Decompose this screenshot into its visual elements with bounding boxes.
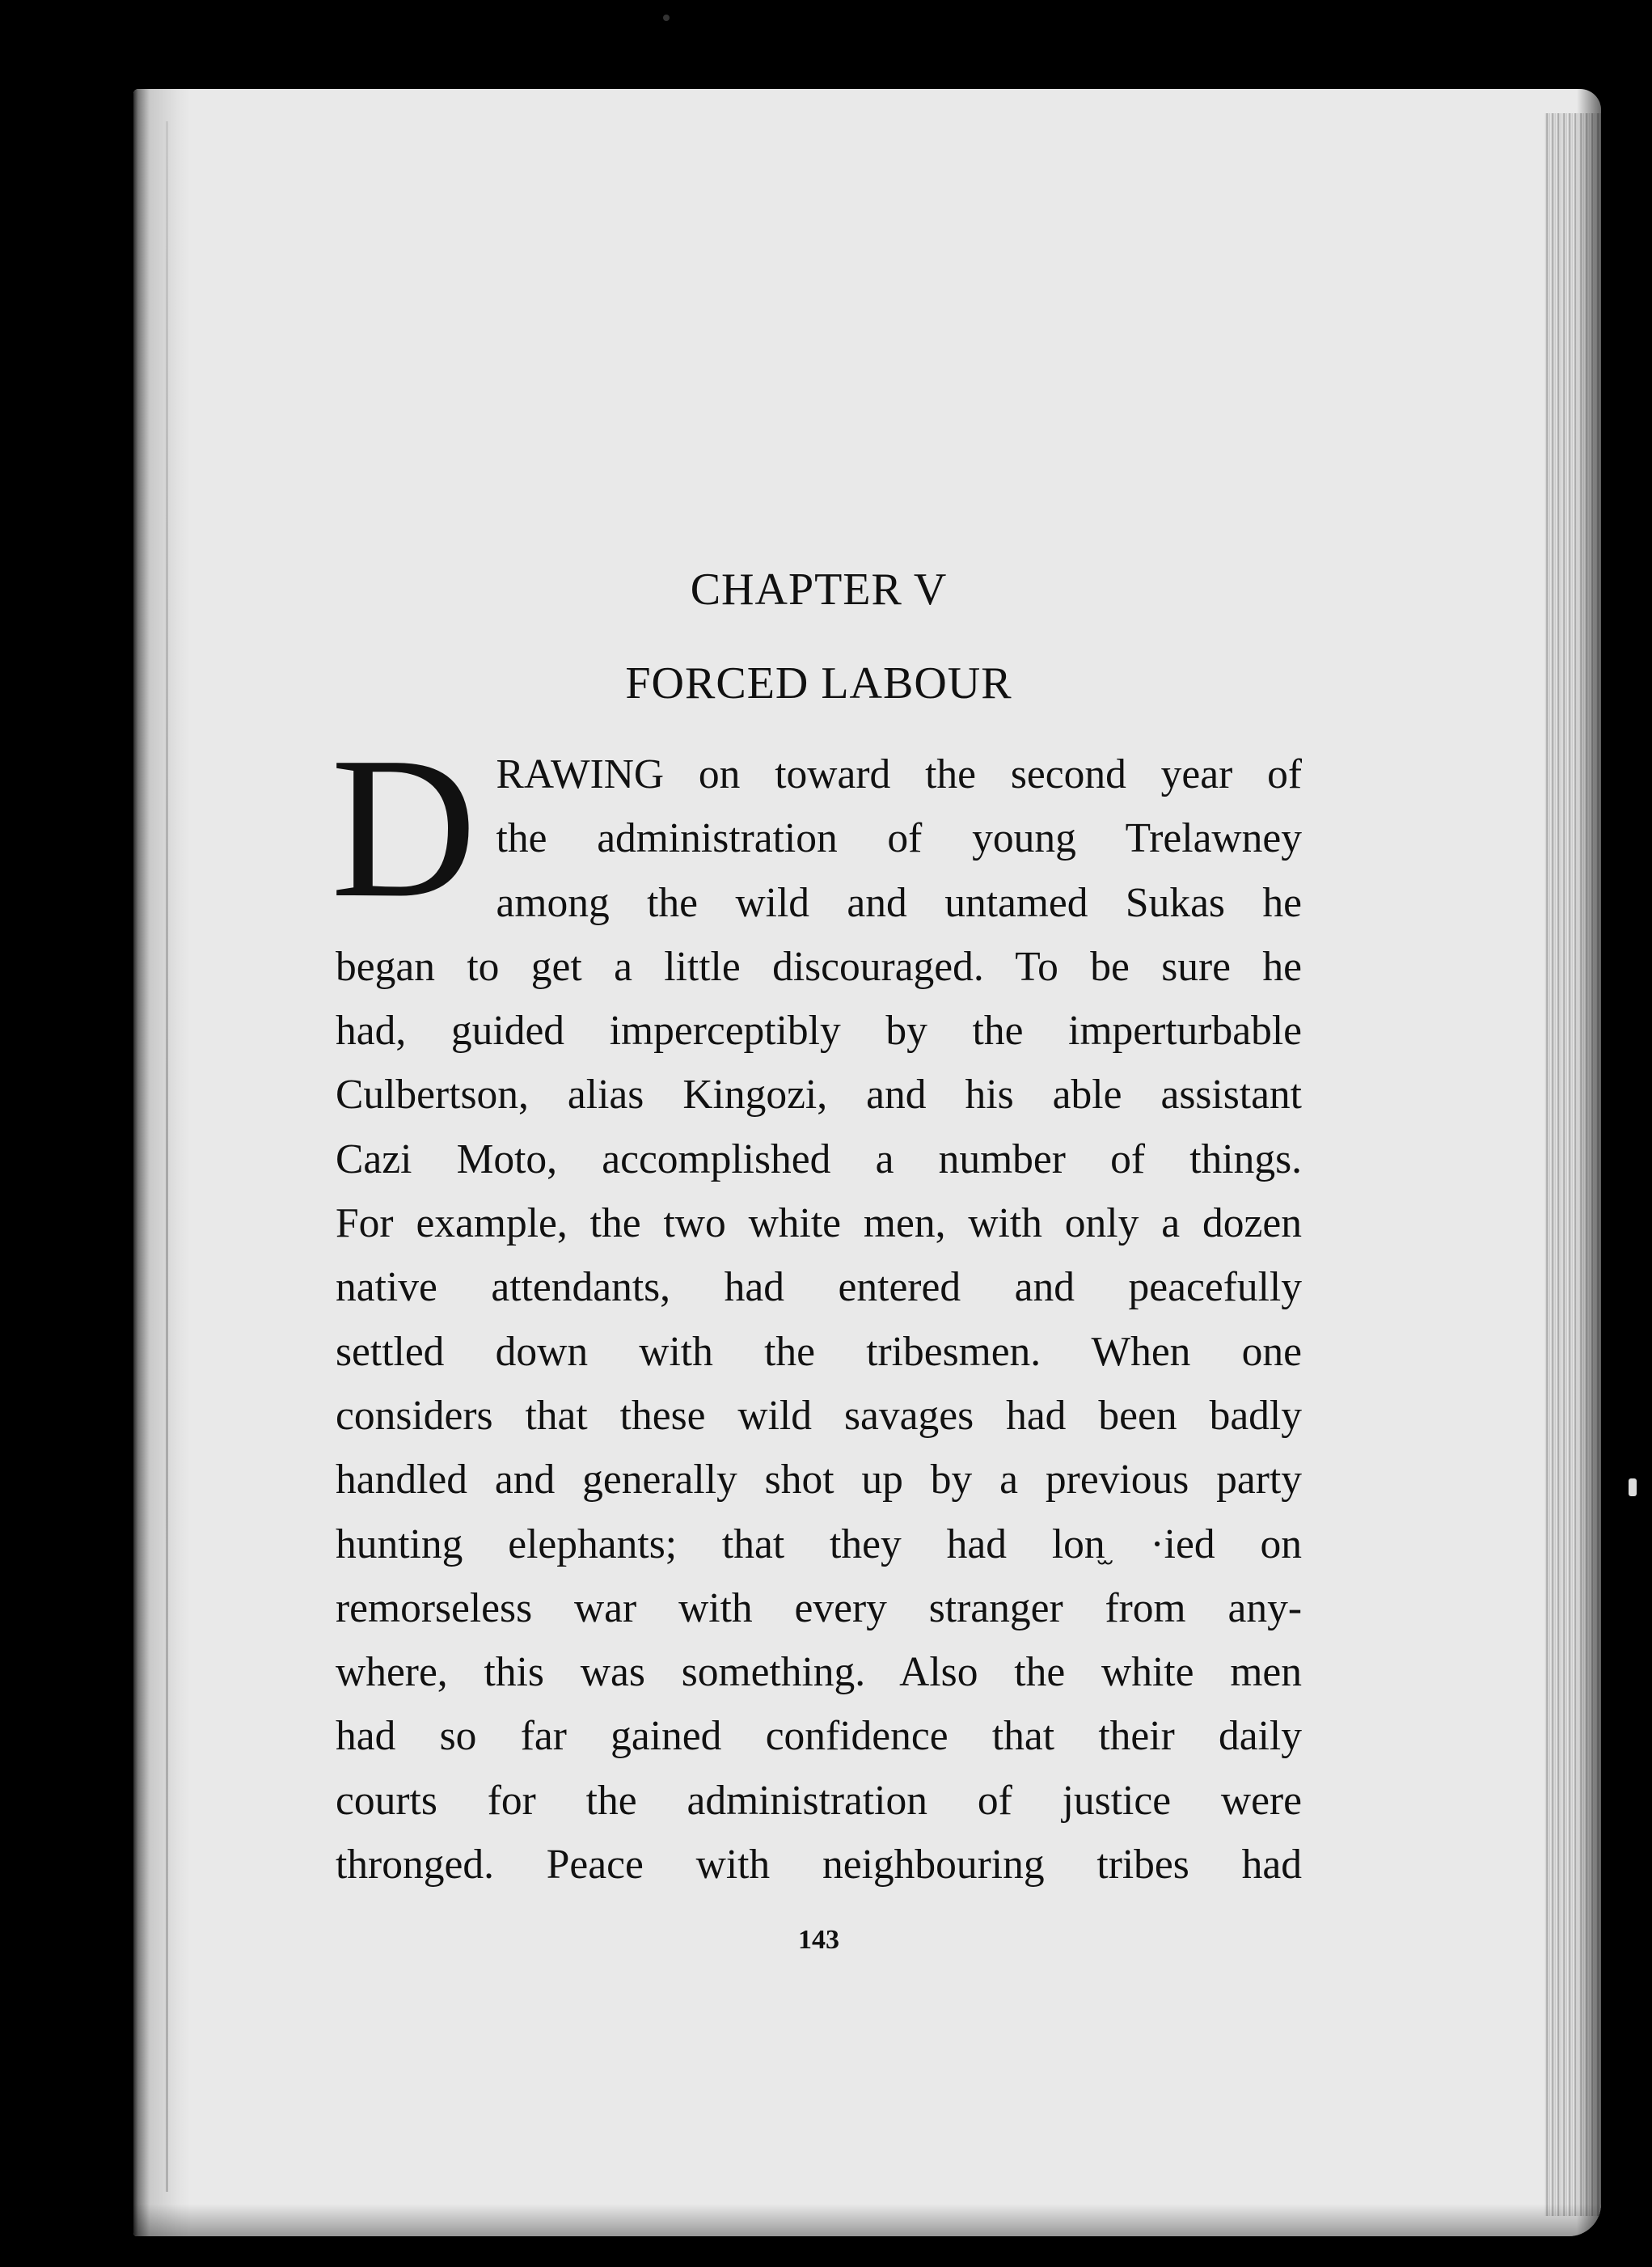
text-line: had so far gained confidence that their daily: [336, 1713, 1302, 1760]
text-line: the administration of young Trelawney: [496, 815, 1302, 862]
text-line: settled down with the tribesmen. When one: [336, 1328, 1302, 1375]
page-text-block: [331, 558, 1302, 1955]
text-line: hunting elephants; that they had lon̫ ·ied on: [336, 1520, 1302, 1567]
text-line: native attendants, had entered and peacefully: [336, 1264, 1302, 1311]
text-line: among the wild and untamed Sukas he: [496, 879, 1302, 926]
text-line: had, guided imperceptibly by the imperturbable: [336, 1008, 1302, 1055]
page-bottom-shadow: [133, 2204, 1601, 2236]
scan-speck: [1629, 1478, 1637, 1496]
text-line: where, this was something. Also the white men: [336, 1649, 1302, 1696]
chapter-title: CHAPTER V: [690, 565, 948, 615]
text-line: courts for the administration of justice were: [336, 1777, 1302, 1824]
text-line: considers that these wild savages had been badly: [336, 1392, 1302, 1439]
chapter-subtitle: FORCED LABOUR: [625, 658, 1012, 708]
page-edge-shadow: [1577, 89, 1601, 2236]
text-line: remorseless war with every stranger from any-: [336, 1584, 1302, 1631]
text-line: For example, the two white men, with only a dozen: [336, 1200, 1302, 1247]
text-line: handled and generally shot up by a previous party: [336, 1457, 1302, 1504]
text-line: began to get a little discouraged. To be sure he: [336, 943, 1302, 990]
scan-speck: [663, 15, 670, 21]
page-number: 143: [798, 1925, 839, 1955]
chapter-body: [331, 716, 1302, 1897]
binding-line: [166, 121, 168, 2192]
text-line: RAWING on toward the second year of: [496, 751, 1302, 797]
text-line: thronged. Peace with neighbouring tribes had: [336, 1842, 1302, 1888]
drop-cap: D: [331, 716, 477, 940]
text-line: Cazi Moto, accomplished a number of things.: [336, 1136, 1302, 1182]
page-gutter: [133, 89, 190, 2236]
text-line: Culbertson, alias Kingozi, and his able assistant: [336, 1072, 1302, 1119]
